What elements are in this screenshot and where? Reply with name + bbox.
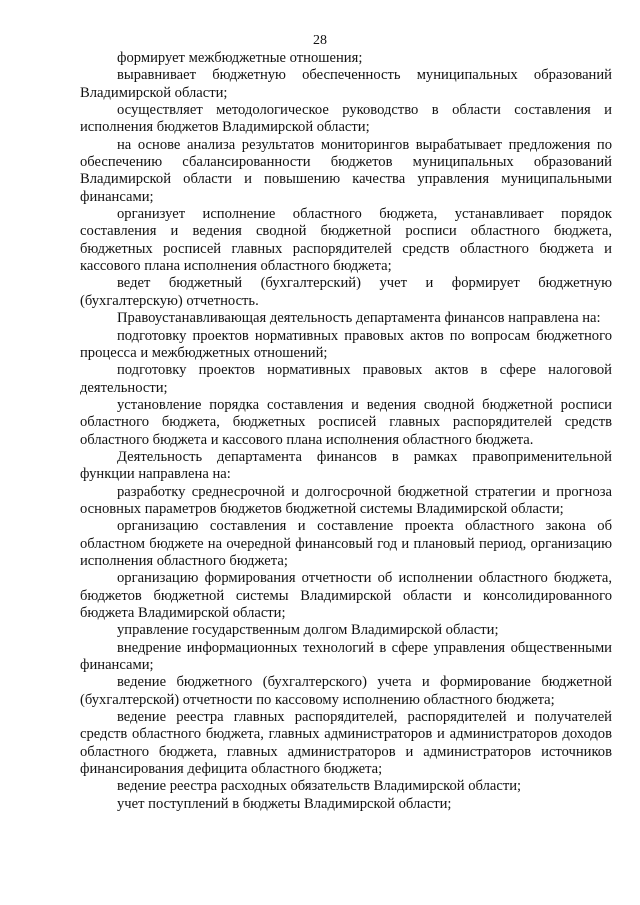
- paragraph: ведение бюджетного (бухгалтерского) учета и формирование бюджетной (бухгалтерской) отчетности по кассовому исполнению областного бюджета;: [80, 674, 612, 708]
- paragraph: установление порядка составления и ведения сводной бюджетной росписи областного бюджета, бюджетных росписей главных распорядителей средств областного бюджета и кассового плана исполнения областного бюджета.: [80, 396, 612, 448]
- paragraph: выравнивает бюджетную обеспеченность муниципальных образований Владимирской области;: [80, 67, 612, 101]
- page-number: 28: [313, 33, 327, 48]
- paragraph: внедрение информационных технологий в сфере управления общественными финансами;: [80, 639, 612, 674]
- paragraph: ведет бюджетный (бухгалтерский) учет и формирует бюджетную (бухгалтерскую) отчетность.: [80, 275, 612, 309]
- paragraph: организует исполнение областного бюджета, устанавливает порядок составления и ведения сводной бюджетной росписи областного бюджета, бюджетных росписей главных распорядителей средств областного бюджета и кассового плана исполнения областного бюджета;: [80, 206, 612, 275]
- paragraph: осуществляет методологическое руководство в области составления и исполнения бюджетов Владимирской области;: [80, 102, 612, 136]
- paragraph: организацию составления и составление проекта областного закона об областном бюджете на очередной финансовый год и плановый период, организацию исполнения областного бюджета;: [80, 518, 612, 569]
- paragraph: организацию формирования отчетности об исполнении областного бюджета, бюджетов бюджетной системы Владимирской области и консолидированного бюджета Владимирской области;: [80, 570, 612, 621]
- paragraph: Деятельность департамента финансов в рамках правоприменительной функции направлена на:: [80, 448, 612, 483]
- paragraph: подготовку проектов нормативных правовых актов по вопросам бюджетного процесса и межбюджетных отношений;: [80, 327, 612, 361]
- page-body: [80, 50, 612, 813]
- paragraph: управление государственным долгом Владимирской области;: [117, 622, 499, 639]
- paragraph: ведение реестра расходных обязательств Владимирской области;: [117, 778, 522, 795]
- paragraph: подготовку проектов нормативных правовых актов в сфере налоговой деятельности;: [80, 362, 612, 396]
- paragraph: на основе анализа результатов мониторингов вырабатывает предложения по обеспечению сбалансированности бюджетов муниципальных образований Владимирской области и повышению качества управления муниципальными финансами;: [80, 136, 612, 205]
- paragraph: ведение реестра главных распорядителей, распорядителей и получателей средств областного бюджета, главных администраторов и администраторов доходов областного бюджета, главных администраторов и администраторов источников финансирования дефицита областного бюджета;: [80, 709, 612, 778]
- paragraph: Правоустанавливающая деятельность департамента финансов направлена на:: [117, 310, 601, 327]
- paragraph: формирует межбюджетные отношения;: [117, 50, 363, 66]
- paragraph: разработку среднесрочной и долгосрочной бюджетной стратегии и прогноза основных параметров бюджетов бюджетной системы Владимирской области;: [80, 483, 612, 517]
- paragraph: учет поступлений в бюджеты Владимирской области;: [117, 795, 452, 812]
